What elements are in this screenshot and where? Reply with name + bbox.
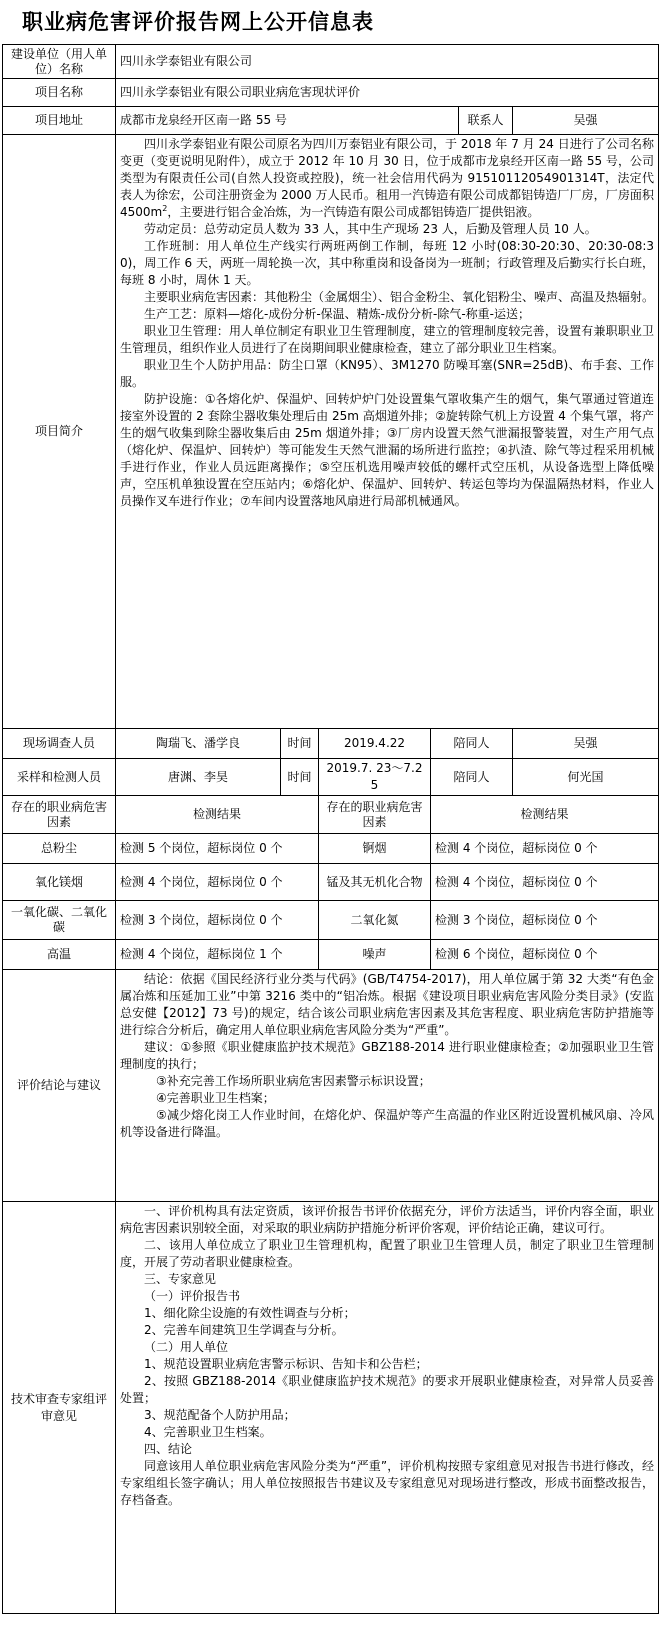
- factor-name: 总粉尘: [3, 834, 116, 864]
- conclusion-row: [3, 970, 659, 1202]
- project-label: 项目名称: [3, 79, 116, 107]
- unit-row: [3, 45, 659, 79]
- result-header: 检测结果: [116, 796, 319, 834]
- sampling-people: 唐渊、李昊: [116, 759, 281, 796]
- review-paragraph: 2、按照 GBZ188-2014《职业健康监护技术规范》的要求开展职业健康检查，对异常人员妥善处置；: [120, 1374, 655, 1405]
- survey-people: 陶瑞飞、潘学良: [116, 729, 281, 759]
- review-paragraph: 一、评价机构具有法定资质，该评价报告书评价依据充分，评价方法适当，评价内容全面，职业病危害因素识别较全面，对采取的职业病防护措施分析评价客观，评价结论正确，建议可行。: [120, 1204, 655, 1235]
- factor-name: 氧化镁烟: [3, 864, 116, 901]
- survey-row: [3, 729, 659, 759]
- sampling-row: [3, 759, 659, 796]
- summary-paragraph: 职业卫生个人防护用品：防尘口罩（KN95）、3M1270 防噪耳塞(SNR=25dB)、布手套、工作服。: [120, 358, 655, 389]
- review-paragraph: 二、该用人单位成立了职业卫生管理机构，配置了职业卫生管理人员，制定了职业卫生管理制度，开展了劳动者职业健康检查。: [120, 1238, 655, 1269]
- sampling-time: 2019.7. 23～7.25: [319, 759, 431, 796]
- review-paragraph: 四、结论: [144, 1442, 193, 1456]
- address-label: 项目地址: [3, 107, 116, 135]
- factor-name: 噪声: [319, 940, 431, 970]
- review-paragraph: 同意该用人单位职业病危害风险分类为“严重”，评价机构按照专家组意见对报告书进行修改，经专家组组长签字确认；用人单位按照报告书建议及专家组意见对现场进行整改，形成书面整改报告，存档备查。: [120, 1459, 655, 1507]
- conclusion-paragraph: ③补充完善工作场所职业病危害因素警示标识设置；: [156, 1074, 431, 1088]
- conclusion-paragraph: 结论：依据《国民经济行业分类与代码》(GB/T4754-2017)，用人单位属于第 32 大类“有色金属冶炼和压延加工业”中第 3216 类中的“铝冶炼。根据《建设项目职业病危害风险分类目录》(安监总安健【2012】73 号)的规定，结合该公司职业病危害因素及其危害程度、职业病危害防护措施等进行综合分析后，确定用人单位职业病危害风险分类为“严重”。: [120, 972, 655, 1037]
- summary-paragraph: 防护设施：①各熔化炉、保温炉、回转炉炉门处设置集气罩收集产生的烟气，集气罩通过管道连接室外设置的 2 套除尘器收集处理后由 25m 高烟道外排；②旋转除气机上方设置 4 个集气罩，将产生的烟气收集到除尘器收集后由 25m 烟道外排；③厂房内设置天然气泄漏报警装置，对生产用气点（熔化炉、保温炉、回转炉）等可能发生天然气泄漏的场所进行监控；④扒渣、除气等过程采用机械手进行作业，作业人员远距离操作；⑤空压机选用噪声较低的螺杆式空压机，从设备选型上降低噪声，空压机单独设置在空压站内；⑥熔化炉、保温炉、回转炉、转运包等均为保温隔热材料，作业人员操作叉车进行作业；⑦车间内设置落地风扇进行局部机械通风。: [120, 392, 655, 508]
- info-table: [2, 44, 659, 1614]
- conclusion-paragraph: ④完善职业卫生档案；: [156, 1091, 275, 1105]
- factor-header: 存在的职业病危害因素: [3, 796, 116, 834]
- summary-paragraph: 职业卫生管理：用人单位制定有职业卫生管理制度，建立的管理制度较完善，设置有兼职职业卫生管理员，组织作业人员进行了在岗期间职业健康检查，建立了部分职业卫生档案。: [120, 324, 655, 355]
- summary-content: [116, 135, 659, 729]
- address-row: [3, 107, 659, 135]
- conclusion-content: [116, 970, 659, 1202]
- sampling-time-label: 时间: [281, 759, 319, 796]
- address-value: 成都市龙泉经开区南一路 55 号: [116, 107, 459, 135]
- survey-accompany: 吴强: [513, 729, 659, 759]
- unit-label: 建设单位（用人单位）名称: [3, 45, 116, 79]
- factor-header: 存在的职业病危害因素: [319, 796, 431, 834]
- review-paragraph: （二）用人单位: [144, 1340, 229, 1354]
- review-paragraph: 1、规范设置职业病危害警示标识、告知卡和公告栏；: [144, 1357, 428, 1371]
- factor-row: [3, 940, 659, 970]
- factor-name: 锰及其无机化合物: [319, 864, 431, 901]
- summary-paragraph: 工作班制：用人单位生产线实行两班两倒工作制，每班 12 小时(08:30-20:30、20:30-08:30)，周工作 6 天，两班一周轮换一次，其中称重岗和设备岗为一班制；行政管理及后勤实行长白班，每班 8 小时，周休 1 天。: [120, 239, 655, 287]
- factor-result: 检测 3 个岗位，超标岗位 0 个: [116, 901, 319, 940]
- project-row: [3, 79, 659, 107]
- conclusion-paragraph: 建议：①参照《职业健康监护技术规范》GBZ188-2014 进行职业健康检查；②加强职业卫生管理制度的执行；: [120, 1040, 655, 1071]
- conclusion-paragraph: ⑤减少熔化岗工人作业时间，在熔化炉、保温炉等产生高温的作业区附近设置机械风扇、冷风机等设备进行降温。: [120, 1108, 655, 1139]
- summary-paragraph: 四川永学泰铝业有限公司原名为四川万泰铝业有限公司，于 2018 年 7 月 24 日进行了公司名称变更（变更说明见附件），成立于 2012 年 10 月 30 日，位于成都市龙泉经开区南一路 55 号，公司类型为有限责任公司(自然人投资或控股)，统一社会信用代码为 91510112054901314T，法定代表人为徐宏，公司注册资金为 2000 万人民币。租用一汽铸造有限公司成都铝铸造厂厂房，厂房面积 $4500m^2$，主要进行铝合金冶炼，为一汽铸造有限公司成都铝铸造厂提供铝液。: [120, 137, 655, 219]
- review-content: [116, 1202, 659, 1614]
- result-header: 检测结果: [431, 796, 659, 834]
- factor-result: 检测 3 个岗位，超标岗位 0 个: [431, 901, 659, 940]
- factor-result: 检测 5 个岗位，超标岗位 0 个: [116, 834, 319, 864]
- factor-result: 检测 4 个岗位，超标岗位 0 个: [431, 834, 659, 864]
- factor-row: [3, 834, 659, 864]
- review-paragraph: 4、完善职业卫生档案。: [144, 1425, 272, 1439]
- conclusion-label: 评价结论与建议: [3, 970, 116, 1202]
- unit-value: 四川永学泰铝业有限公司: [116, 45, 659, 79]
- factor-result: 检测 4 个岗位，超标岗位 1 个: [116, 940, 319, 970]
- sampling-accompany: 何光国: [513, 759, 659, 796]
- factor-name: 一氧化碳、二氧化碳: [3, 901, 116, 940]
- survey-accompany-label: 陪同人: [431, 729, 513, 759]
- factor-row: [3, 901, 659, 940]
- review-paragraph: （一）评价报告书: [144, 1289, 241, 1303]
- sampling-label: 采样和检测人员: [3, 759, 116, 796]
- summary-row: [3, 135, 659, 729]
- review-paragraph: 2、完善车间建筑卫生学调查与分析。: [144, 1323, 344, 1337]
- factor-row: [3, 864, 659, 901]
- review-row: [3, 1202, 659, 1614]
- factor-name: 锕烟: [319, 834, 431, 864]
- survey-time: 2019.4.22: [319, 729, 431, 759]
- review-paragraph: 三、专家意见: [144, 1272, 217, 1286]
- factors-header-row: [3, 796, 659, 834]
- factor-result: 检测 4 个岗位，超标岗位 0 个: [116, 864, 319, 901]
- survey-label: 现场调查人员: [3, 729, 116, 759]
- contact-value: 吴强: [513, 107, 659, 135]
- factor-name: 二氧化氮: [319, 901, 431, 940]
- project-value: 四川永学泰铝业有限公司职业病危害现状评价: [116, 79, 659, 107]
- sampling-accompany-label: 陪同人: [431, 759, 513, 796]
- review-paragraph: 3、规范配备个人防护用品；: [144, 1408, 296, 1422]
- factor-result: 检测 4 个岗位，超标岗位 0 个: [431, 864, 659, 901]
- review-label: 技术审查专家组评审意见: [3, 1202, 116, 1614]
- summary-paragraph: 生产工艺：原料—熔化-成份分析-保温、精炼-成份分析-除气-称重-运送；: [144, 307, 530, 321]
- survey-time-label: 时间: [281, 729, 319, 759]
- factor-name: 高温: [3, 940, 116, 970]
- factor-result: 检测 6 个岗位，超标岗位 0 个: [431, 940, 659, 970]
- summary-label: 项目简介: [3, 135, 116, 729]
- summary-paragraph: 主要职业病危害因素：其他粉尘（金属烟尘）、铝合金粉尘、氧化铝粉尘、噪声、高温及热辐射。: [144, 290, 655, 304]
- page-title: 职业病危害评价报告网上公开信息表: [22, 10, 374, 34]
- summary-paragraph: 劳动定员：总劳动定员人数为 33 人，其中生产现场 23 人，后勤及管理人员 10 人。: [144, 222, 597, 236]
- contact-label: 联系人: [459, 107, 513, 135]
- review-paragraph: 1、细化除尘设施的有效性调查与分析；: [144, 1306, 356, 1320]
